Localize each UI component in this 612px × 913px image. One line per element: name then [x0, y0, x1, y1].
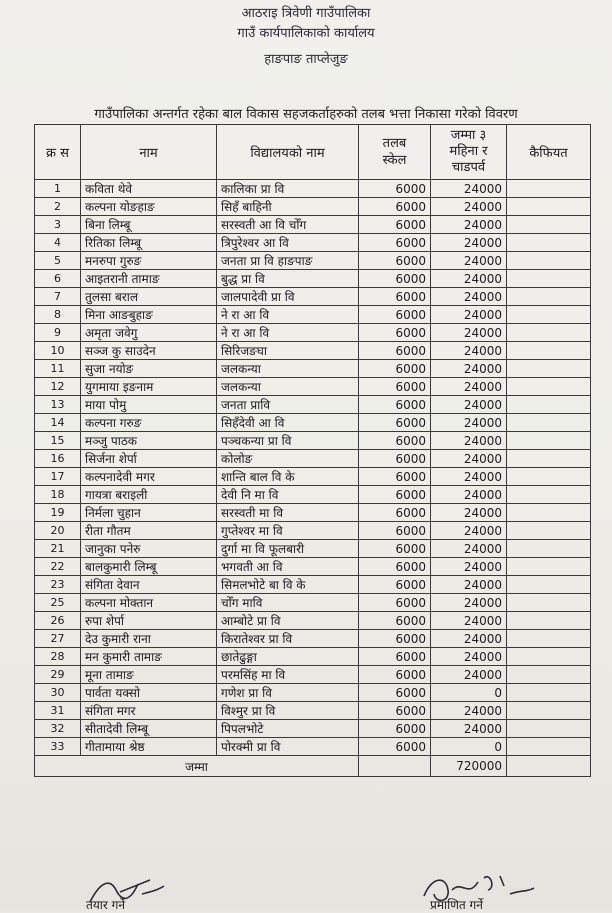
row-total: 24000: [431, 648, 507, 666]
row-school: सिहँदेवी आ वि: [217, 414, 359, 432]
table-total-row: [35, 756, 591, 777]
row-school: सरस्वती आ वि चोँग: [217, 216, 359, 234]
row-serial: 4: [35, 234, 81, 252]
document-title: गाउँपालिका अन्तर्गत रहेका बाल विकास सहजकर्ताहरुको तलब भत्ता निकासा गरेको विवरण: [94, 107, 518, 122]
row-school: देवी नि मा वि: [217, 486, 359, 504]
row-school: गणेश प्रा वि: [217, 684, 359, 702]
row-serial: 15: [35, 432, 81, 450]
total-value: 720000: [431, 756, 507, 777]
header-total-line1: जम्मा ३: [450, 128, 487, 143]
row-serial: 3: [35, 216, 81, 234]
row-serial: 5: [35, 252, 81, 270]
row-remark: [507, 450, 591, 468]
row-school: सरस्वती मा वि: [217, 504, 359, 522]
row-total: 24000: [431, 522, 507, 540]
row-serial: 29: [35, 666, 81, 684]
row-name: अमृता जवेगु: [81, 324, 217, 342]
row-school: ने रा आ वि: [217, 324, 359, 342]
row-name: रितिका लिम्बू: [81, 234, 217, 252]
table-row: [35, 180, 591, 198]
row-remark: [507, 522, 591, 540]
row-total: 24000: [431, 504, 507, 522]
row-name: गीतामाया श्रेष्ठ: [81, 738, 217, 756]
row-serial: 33: [35, 738, 81, 756]
row-salary-scale: 6000: [359, 612, 431, 630]
row-salary-scale: 6000: [359, 414, 431, 432]
row-remark: [507, 486, 591, 504]
row-name: संगिता मगर: [81, 702, 217, 720]
table-body: [35, 180, 591, 756]
row-serial: 27: [35, 630, 81, 648]
row-remark: [507, 306, 591, 324]
table-row: [35, 198, 591, 216]
row-remark: [507, 540, 591, 558]
row-name: मन कुमारी तामाङ: [81, 648, 217, 666]
row-name: पार्वता यक्सो: [81, 684, 217, 702]
row-salary-scale: 6000: [359, 378, 431, 396]
row-name: बिना लिम्बू: [81, 216, 217, 234]
row-school: छातेढुङ्गा: [217, 648, 359, 666]
header-total-line2: महिना र: [449, 144, 488, 159]
table-row: [35, 738, 591, 756]
table-row: [35, 486, 591, 504]
row-salary-scale: 6000: [359, 486, 431, 504]
row-total: 24000: [431, 252, 507, 270]
row-school: कोलोङ: [217, 450, 359, 468]
row-total: 24000: [431, 612, 507, 630]
table-row: [35, 414, 591, 432]
row-serial: 12: [35, 378, 81, 396]
table-row: [35, 522, 591, 540]
row-total: 24000: [431, 198, 507, 216]
table-row: [35, 630, 591, 648]
row-remark: [507, 288, 591, 306]
row-remark: [507, 198, 591, 216]
row-name: बालकुमारी लिम्बू: [81, 558, 217, 576]
row-total: 24000: [431, 288, 507, 306]
row-name: मञ्जु पाठक: [81, 432, 217, 450]
table-row: [35, 702, 591, 720]
row-school: पञ्चकन्या प्रा वि: [217, 432, 359, 450]
approver-label: प्रमाणित गर्ने: [430, 898, 483, 912]
table-row: [35, 684, 591, 702]
table-row: [35, 648, 591, 666]
row-serial: 26: [35, 612, 81, 630]
table-row: [35, 396, 591, 414]
header-total: [431, 125, 507, 180]
row-remark: [507, 666, 591, 684]
row-name: कल्पनादेवी मगर: [81, 468, 217, 486]
row-school: विश्मुर प्रा वि: [217, 702, 359, 720]
row-remark: [507, 378, 591, 396]
table-row: [35, 540, 591, 558]
row-total: 24000: [431, 450, 507, 468]
table-row: [35, 234, 591, 252]
row-total: 24000: [431, 216, 507, 234]
row-school: पिपलभोटे: [217, 720, 359, 738]
row-remark: [507, 234, 591, 252]
table-row: [35, 270, 591, 288]
row-school: किरातेश्वर प्रा वि: [217, 630, 359, 648]
table-row: [35, 342, 591, 360]
preparer-label: तयार गर्ने: [86, 898, 126, 912]
row-remark: [507, 504, 591, 522]
table-row: [35, 504, 591, 522]
row-serial: 2: [35, 198, 81, 216]
row-name: रीता गौतम: [81, 522, 217, 540]
row-remark: [507, 630, 591, 648]
row-name: निर्मला चुहान: [81, 504, 217, 522]
row-remark: [507, 360, 591, 378]
row-serial: 25: [35, 594, 81, 612]
row-total: 24000: [431, 180, 507, 198]
row-salary-scale: 6000: [359, 630, 431, 648]
row-remark: [507, 180, 591, 198]
row-total: 24000: [431, 540, 507, 558]
row-salary-scale: 6000: [359, 738, 431, 756]
row-serial: 7: [35, 288, 81, 306]
table-row: [35, 594, 591, 612]
row-salary-scale: 6000: [359, 180, 431, 198]
header-salary-scale-line2: स्केल: [382, 153, 407, 168]
row-salary-scale: 6000: [359, 306, 431, 324]
row-salary-scale: 6000: [359, 594, 431, 612]
row-total: 24000: [431, 234, 507, 252]
row-total: 24000: [431, 432, 507, 450]
table-row: [35, 612, 591, 630]
row-salary-scale: 6000: [359, 234, 431, 252]
row-serial: 22: [35, 558, 81, 576]
row-name: संगिता देवान: [81, 576, 217, 594]
row-remark: [507, 702, 591, 720]
row-school: सिमलभोटे बा वि के: [217, 576, 359, 594]
municipality-name: आठराइ त्रिवेणी गाउँपालिका: [241, 6, 371, 21]
row-salary-scale: 6000: [359, 396, 431, 414]
row-serial: 6: [35, 270, 81, 288]
row-total: 0: [431, 738, 507, 756]
row-name: कल्पना मोक्तान: [81, 594, 217, 612]
row-salary-scale: 6000: [359, 270, 431, 288]
row-total: 24000: [431, 414, 507, 432]
row-salary-scale: 6000: [359, 450, 431, 468]
row-serial: 21: [35, 540, 81, 558]
header-name: नाम: [81, 125, 217, 180]
row-serial: 8: [35, 306, 81, 324]
row-school: ने रा आ वि: [217, 306, 359, 324]
row-remark: [507, 342, 591, 360]
row-school: कालिका प्रा वि: [217, 180, 359, 198]
row-name: आइतरानी तामाङ: [81, 270, 217, 288]
header-total-line3: चाडपर्व: [451, 160, 486, 175]
row-total: 24000: [431, 378, 507, 396]
row-remark: [507, 612, 591, 630]
row-remark: [507, 216, 591, 234]
row-name: देउ कुमारी राना: [81, 630, 217, 648]
total-remark-cell: [507, 756, 591, 777]
row-school: जालपादेवी प्रा वि: [217, 288, 359, 306]
row-name: मनरुपा गुरुङ: [81, 252, 217, 270]
row-remark: [507, 576, 591, 594]
row-total: 24000: [431, 486, 507, 504]
table-row: [35, 324, 591, 342]
row-remark: [507, 648, 591, 666]
table-row: [35, 288, 591, 306]
row-total: 24000: [431, 720, 507, 738]
row-name: माया पोमु: [81, 396, 217, 414]
row-name: कल्पना योङहाङ: [81, 198, 217, 216]
table-row: [35, 468, 591, 486]
row-name: सञ्ज कु साउदेन: [81, 342, 217, 360]
row-name: कविता थेवे: [81, 180, 217, 198]
table-header-row: [35, 125, 591, 180]
row-total: 24000: [431, 306, 507, 324]
salary-table: [34, 124, 591, 777]
row-salary-scale: 6000: [359, 558, 431, 576]
row-serial: 10: [35, 342, 81, 360]
row-salary-scale: 6000: [359, 288, 431, 306]
row-name: सीतादेवी लिम्बू: [81, 720, 217, 738]
row-remark: [507, 396, 591, 414]
office-header: [0, 4, 612, 70]
row-remark: [507, 684, 591, 702]
row-school: शान्ति बाल वि के: [217, 468, 359, 486]
header-salary-scale: [359, 125, 431, 180]
row-total: 24000: [431, 468, 507, 486]
row-remark: [507, 720, 591, 738]
row-salary-scale: 6000: [359, 324, 431, 342]
row-school: सिहँ बाहिनी: [217, 198, 359, 216]
header-school: विद्यालयको नाम: [217, 125, 359, 180]
row-school: चोँग मावि: [217, 594, 359, 612]
row-salary-scale: 6000: [359, 576, 431, 594]
row-name: मिना आङबुहाङ: [81, 306, 217, 324]
row-total: 24000: [431, 576, 507, 594]
table-row: [35, 360, 591, 378]
table-row: [35, 306, 591, 324]
row-school: जनता प्रावि: [217, 396, 359, 414]
row-school: बुद्ध प्रा वि: [217, 270, 359, 288]
row-total: 24000: [431, 324, 507, 342]
table-row: [35, 450, 591, 468]
row-name: तुलसा बराल: [81, 288, 217, 306]
row-salary-scale: 6000: [359, 468, 431, 486]
row-school: भगवती आ वि: [217, 558, 359, 576]
row-serial: 13: [35, 396, 81, 414]
row-school: दुर्गा मा वि फूलबारी: [217, 540, 359, 558]
header-salary-scale-line1: तलब: [382, 136, 407, 151]
office-address: हाङपाङ ताप्लेजुङ: [264, 52, 348, 67]
total-empty-cell: [359, 756, 431, 777]
row-remark: [507, 414, 591, 432]
table-row: [35, 666, 591, 684]
row-serial: 23: [35, 576, 81, 594]
row-salary-scale: 6000: [359, 720, 431, 738]
row-name: सुजा नयोङ: [81, 360, 217, 378]
row-salary-scale: 6000: [359, 360, 431, 378]
row-total: 24000: [431, 342, 507, 360]
row-serial: 31: [35, 702, 81, 720]
row-name: जानुका पनेरु: [81, 540, 217, 558]
header-sn: क्र स: [35, 125, 81, 180]
row-total: 24000: [431, 360, 507, 378]
row-serial: 18: [35, 486, 81, 504]
table-row: [35, 720, 591, 738]
row-total: 24000: [431, 270, 507, 288]
row-serial: 14: [35, 414, 81, 432]
total-label: जम्मा: [35, 756, 359, 777]
row-name: युगमाया इङनाम: [81, 378, 217, 396]
table-row: [35, 378, 591, 396]
row-salary-scale: 6000: [359, 702, 431, 720]
row-name: मूना तामाङ: [81, 666, 217, 684]
row-remark: [507, 468, 591, 486]
row-name: कल्पना गरुङ: [81, 414, 217, 432]
table-row: [35, 558, 591, 576]
row-school: जनता प्रा वि हाङपाङ: [217, 252, 359, 270]
row-serial: 11: [35, 360, 81, 378]
row-total: 24000: [431, 594, 507, 612]
row-serial: 16: [35, 450, 81, 468]
row-salary-scale: 6000: [359, 648, 431, 666]
row-school: गुप्तेश्वर मा वि: [217, 522, 359, 540]
row-serial: 30: [35, 684, 81, 702]
row-total: 24000: [431, 666, 507, 684]
row-serial: 19: [35, 504, 81, 522]
row-serial: 9: [35, 324, 81, 342]
row-serial: 20: [35, 522, 81, 540]
row-remark: [507, 324, 591, 342]
row-serial: 32: [35, 720, 81, 738]
row-salary-scale: 6000: [359, 198, 431, 216]
row-salary-scale: 6000: [359, 666, 431, 684]
row-serial: 28: [35, 648, 81, 666]
row-total: 24000: [431, 630, 507, 648]
row-remark: [507, 252, 591, 270]
row-name: सिर्जना शेर्पा: [81, 450, 217, 468]
row-total: 24000: [431, 396, 507, 414]
row-salary-scale: 6000: [359, 522, 431, 540]
row-serial: 17: [35, 468, 81, 486]
row-salary-scale: 6000: [359, 684, 431, 702]
row-school: त्रिपुरेश्वर आ वि: [217, 234, 359, 252]
row-remark: [507, 738, 591, 756]
table-row: [35, 576, 591, 594]
row-remark: [507, 594, 591, 612]
row-school: सिरिजङघा: [217, 342, 359, 360]
row-name: रुपा शेर्पा: [81, 612, 217, 630]
row-salary-scale: 6000: [359, 342, 431, 360]
row-salary-scale: 6000: [359, 540, 431, 558]
office-name: गाउँ कार्यपालिकाको कार्यालय: [237, 26, 375, 41]
row-school: आम्बोटे प्रा वि: [217, 612, 359, 630]
row-total: 24000: [431, 702, 507, 720]
table-row: [35, 216, 591, 234]
row-salary-scale: 6000: [359, 432, 431, 450]
row-serial: 1: [35, 180, 81, 198]
row-salary-scale: 6000: [359, 216, 431, 234]
row-remark: [507, 270, 591, 288]
row-school: जलकन्या: [217, 360, 359, 378]
table-row: [35, 432, 591, 450]
row-school: पोरक्मी प्रा वि: [217, 738, 359, 756]
row-remark: [507, 558, 591, 576]
row-remark: [507, 432, 591, 450]
row-school: परमसिंह मा वि: [217, 666, 359, 684]
header-remarks: कैफियत: [507, 125, 591, 180]
row-name: गायत्रा बराइली: [81, 486, 217, 504]
row-salary-scale: 6000: [359, 504, 431, 522]
row-total: 0: [431, 684, 507, 702]
row-total: 24000: [431, 558, 507, 576]
row-school: जलकन्या: [217, 378, 359, 396]
row-salary-scale: 6000: [359, 252, 431, 270]
table-row: [35, 252, 591, 270]
